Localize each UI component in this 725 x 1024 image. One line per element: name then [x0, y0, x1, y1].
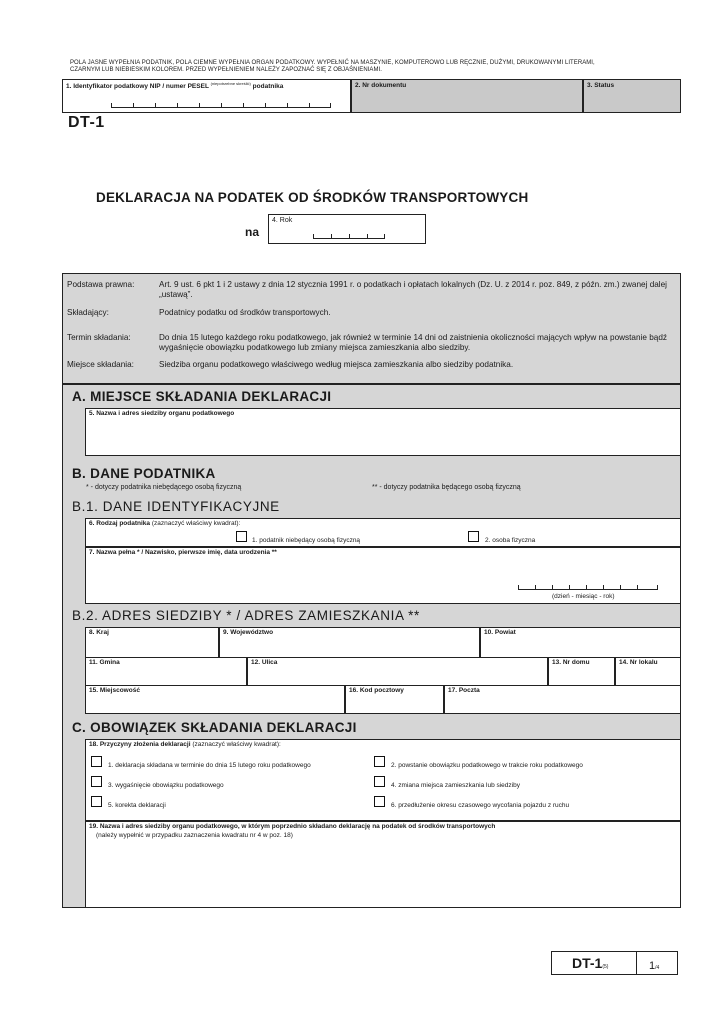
- checkbox-reason-4[interactable]: [374, 776, 385, 787]
- field-13-label: 13. Nr domu: [552, 659, 590, 666]
- field-18-hint: (zaznaczyć właściwy kwadrat):: [192, 741, 281, 748]
- field-5-tax-office[interactable]: [85, 408, 681, 456]
- field-9-voivodeship[interactable]: [219, 627, 480, 658]
- field-15-locality[interactable]: [85, 685, 345, 714]
- field-6-taxpayer-type: [85, 518, 681, 547]
- field-7-name[interactable]: [85, 547, 681, 604]
- footer-form-code: [572, 955, 608, 973]
- field-4-year[interactable]: [268, 214, 426, 244]
- field-6-label-text: 6. Rodzaj podatnika: [89, 520, 151, 527]
- section-b-title: B. DANE PODATNIKA: [72, 466, 216, 481]
- checkbox-reason-5[interactable]: [91, 796, 102, 807]
- info-miejsce-value: Siedziba organu podatkowego właściwego według miejsca zamieszkania albo siedziby podatnika.: [159, 360, 514, 369]
- info-termin-key: Termin składania:: [67, 333, 131, 342]
- birth-date-hint: (dzień - miesiąc - rok): [552, 593, 615, 600]
- field-8-label: 8. Kraj: [89, 629, 109, 636]
- field-14-apartment-number[interactable]: [615, 657, 681, 686]
- checkbox-reason-2[interactable]: [374, 756, 385, 767]
- field-1-suffix: podatnika: [252, 83, 284, 91]
- field-2-label: 2. Nr dokumentu: [355, 82, 407, 89]
- reason-3-label: 3. wygaśnięcie obowiązku podatkowego: [108, 782, 224, 789]
- field-10-district[interactable]: [480, 627, 681, 658]
- field-14-label: 14. Nr lokalu: [619, 659, 658, 666]
- footer-code-text: DT-1: [572, 955, 603, 971]
- checkbox-taxpayer-non-natural[interactable]: [236, 531, 247, 542]
- checkbox-reason-1[interactable]: [91, 756, 102, 767]
- field-12-street[interactable]: [247, 657, 548, 686]
- checkbox-taxpayer-natural[interactable]: [468, 531, 479, 542]
- nip-digit-ticks: [111, 104, 331, 108]
- section-b1-title: B.1. DANE IDENTYFIKACYJNE: [72, 499, 280, 514]
- option-taxpayer-natural: 2. osoba fizyczna: [485, 537, 536, 544]
- field-15-label: 15. Miejscowość: [89, 687, 140, 694]
- year-digit-ticks: [313, 235, 385, 239]
- footer-form-code-box: [551, 951, 637, 975]
- info-podstawa-key: Podstawa prawna:: [67, 280, 135, 289]
- field-2-document-number: [351, 79, 583, 113]
- field-19-previous-tax-office[interactable]: [85, 821, 681, 908]
- footer-page: [649, 956, 659, 974]
- reason-5-label: 5. korekta deklaracji: [108, 802, 166, 809]
- field-18-label-text: 18. Przyczyny złożenia deklaracji: [89, 741, 191, 748]
- field-12-label: 12. Ulica: [251, 659, 278, 666]
- field-18-label: [89, 741, 281, 748]
- field-4-label: 4. Rok: [272, 217, 293, 224]
- field-11-label: 11. Gmina: [89, 659, 120, 666]
- footer-page-box: [636, 951, 678, 975]
- birth-date-ticks: [518, 586, 658, 590]
- option-taxpayer-non-natural: 1. podatnik niebędący osobą fizyczną: [252, 537, 361, 544]
- field-7-label: 7. Nazwa pełna * / Nazwisko, pierwsze imię, data urodzenia **: [89, 549, 277, 556]
- year-prefix: na: [245, 225, 260, 239]
- field-6-hint: (zaznaczyć właściwy kwadrat):: [151, 520, 241, 527]
- reason-4-label: 4. zmiana miejsca zamieszkania lub siedziby: [391, 782, 520, 789]
- field-13-house-number[interactable]: [548, 657, 615, 686]
- field-9-label: 9. Województwo: [223, 629, 274, 636]
- section-a-title: A. MIEJSCE SKŁADANIA DEKLARACJI: [72, 389, 332, 404]
- section-b-note-2: ** - dotyczy podatnika będącego osobą fizyczną: [372, 484, 521, 491]
- field-17-label: 17. Poczta: [448, 687, 480, 694]
- form-title: DEKLARACJA NA PODATEK OD ŚRODKÓW TRANSPORTOWYCH: [96, 190, 529, 205]
- reason-2-label: 2. powstanie obowiązku podatkowego w trakcie roku podatkowego: [391, 762, 583, 769]
- info-skladajacy-key: Składający:: [67, 308, 109, 317]
- field-3-label: 3. Status: [587, 82, 615, 89]
- form-code: DT-1: [68, 114, 105, 131]
- checkbox-reason-6[interactable]: [374, 796, 385, 807]
- field-8-country[interactable]: [85, 627, 219, 658]
- section-b-note-1: * - dotyczy podatnika niebędącego osobą fizyczną: [86, 484, 242, 491]
- section-b2-title: B.2. ADRES SIEDZIBY * / ADRES ZAMIESZKANIA **: [72, 608, 420, 623]
- field-17-post-office[interactable]: [444, 685, 681, 714]
- instruction-line-1: POLA JASNE WYPEŁNIA PODATNIK, POLA CIEMNE WYPEŁNIA ORGAN PODATKOWY. WYPEŁNIĆ NA MASZYNIE, KOMPUTEROWO LUB RĘCZNIE, DUŻYMI, DRUKOWANYMI LITERAMI,: [70, 60, 595, 66]
- field-3-status: [583, 79, 681, 113]
- instruction-note: [70, 60, 680, 74]
- field-10-label: 10. Powiat: [484, 629, 516, 636]
- footer-version: (5): [602, 964, 609, 970]
- field-18-reasons: [85, 739, 681, 821]
- field-19-hint: (należy wypełnić w przypadku zaznaczenia kwadratu nr 4 w poz. 18): [96, 832, 293, 839]
- info-termin-value: Do dnia 15 lutego każdego roku podatkowego, jak również w terminie 14 dni od zaistnienia okoliczności mających wpływ na powstanie bądź wygaśnięcie obowiązku podatkowego lub zmiany miejsca zamieszkania albo siedziby.: [159, 333, 667, 353]
- footer-page-total: /4: [655, 965, 660, 971]
- info-block: [62, 273, 681, 384]
- field-11-municipality[interactable]: [85, 657, 247, 686]
- info-podstawa-value: Art. 9 ust. 6 pkt 1 i 2 ustawy z dnia 12 stycznia 1991 r. o podatkach i opłatach lokalnych (Dz. U. z 2014 r. poz. 849, z późn. zm.) zwanej dalej „ustawą”.: [159, 280, 667, 300]
- field-19-label: 19. Nazwa i adres siedziby organu podatkowego, w którym poprzednio składano deklarację na podatek od środków transportowych: [89, 823, 496, 830]
- field-5-label: 5. Nazwa i adres siedziby organu podatkowego: [89, 410, 235, 417]
- section-c-title: C. OBOWIĄZEK SKŁADANIA DEKLARACJI: [72, 720, 357, 735]
- field-1-note: (niepotrzebne skreślić): [210, 81, 251, 86]
- field-6-label: [89, 520, 240, 527]
- checkbox-reason-3[interactable]: [91, 776, 102, 787]
- field-1-label-text: 1. Identyfikator podatkowy NIP / numer PESEL: [66, 83, 209, 91]
- footer-page-number: 1: [649, 960, 656, 972]
- info-miejsce-key: Miejsce składania:: [67, 360, 134, 369]
- field-1-nip-pesel[interactable]: [62, 79, 351, 113]
- field-16-postal-code[interactable]: [345, 685, 444, 714]
- info-skladajacy-value: Podatnicy podatku od środków transportowych.: [159, 308, 331, 317]
- reason-1-label: 1. deklaracja składana w terminie do dnia 15 lutego roku podatkowego: [108, 762, 311, 769]
- instruction-line-2: CZARNYM LUB NIEBIESKIM KOLOREM. PRZED WYPEŁNIENIEM NALEŻY ZAPOZNAĆ SIĘ Z OBJAŚNIENIAMI.: [70, 67, 382, 74]
- field-1-label: [66, 82, 283, 91]
- reason-6-label: 6. przedłużenie okresu czasowego wycofania pojazdu z ruchu: [391, 802, 570, 809]
- field-16-label: 16. Kod pocztowy: [349, 687, 404, 694]
